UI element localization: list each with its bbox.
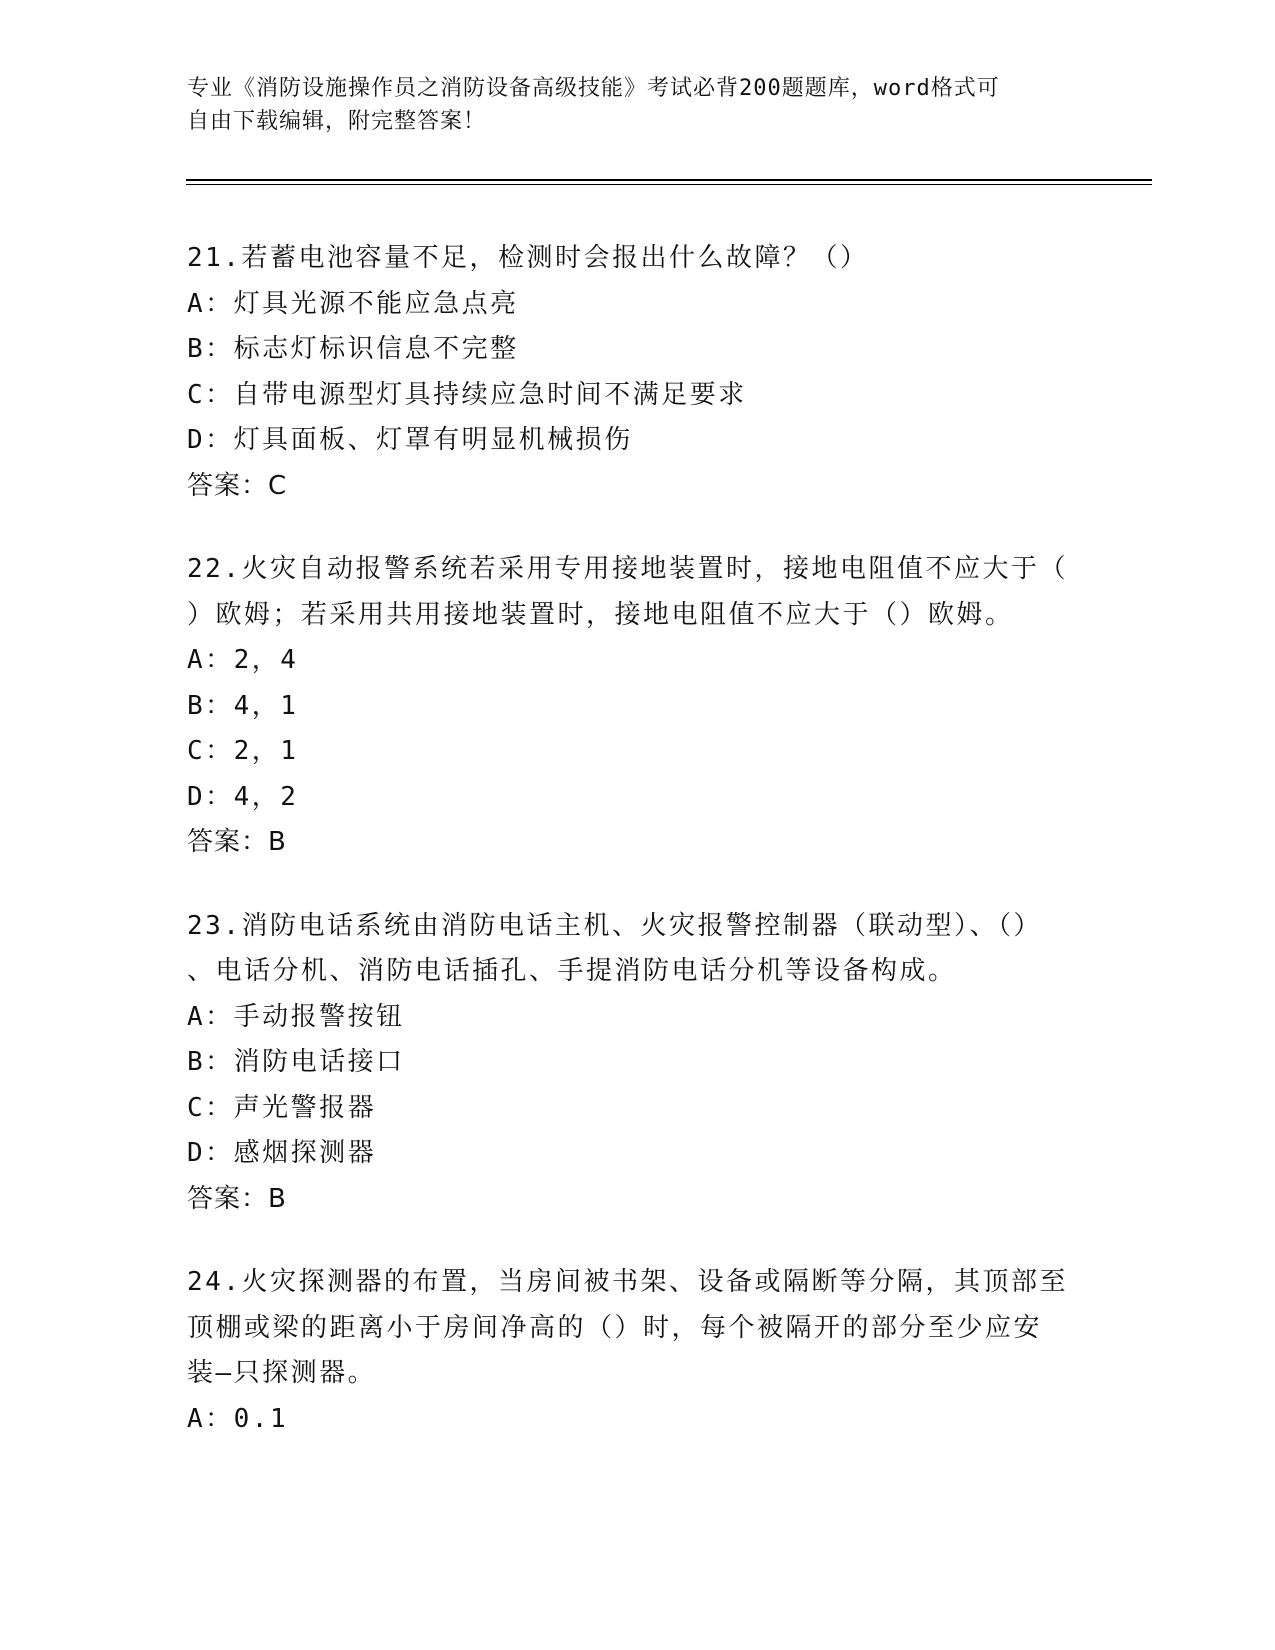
stem-line: 22.火灾自动报警系统若采用专用接地装置时，接地电阻值不应大于（	[187, 554, 1068, 584]
option-a: A：2，4	[187, 645, 299, 675]
header-divider-thin	[186, 184, 1152, 185]
stem-line: ）欧姆；若采用共用接地装置时，接地电阻值不应大于（）欧姆。	[187, 599, 1014, 630]
option-a: A：0.1	[187, 1403, 289, 1434]
header-divider-thick	[186, 179, 1152, 181]
option-b: B：标志灯标识信息不完整	[187, 334, 519, 364]
option-d: D：4，2	[187, 781, 299, 812]
option-c: C：声光警报器	[187, 1092, 377, 1123]
stem-line: 24.火灾探测器的布置，当房间被书架、设备或隔断等分隔，其顶部至	[187, 1267, 1068, 1297]
option-a: A：手动报警按钮	[187, 1001, 405, 1032]
question-stem	[187, 1260, 1087, 1397]
header-line-2: 自由下载编辑，附完整答案！	[187, 109, 487, 134]
option-d: D：灯具面板、灯罩有明显机械损伤	[187, 425, 633, 455]
question-stem	[187, 547, 1087, 638]
question-22	[187, 547, 1087, 866]
answer: 答案：B	[187, 1183, 287, 1214]
stem-line: 23.消防电话系统由消防电话主机、火灾报警控制器（联动型）、（）	[187, 910, 1042, 941]
stem-line: 装—只探测器。	[187, 1358, 377, 1388]
document-header	[187, 72, 1067, 138]
option-c: C：自带电源型灯具持续应急时间不满足要求	[187, 379, 747, 410]
header-line-1: 专业《消防设施操作员之消防设备高级技能》考试必背200题题库，word格式可	[187, 76, 1000, 101]
answer: 答案：C	[187, 470, 288, 501]
option-a: A：灯具光源不能应急点亮	[187, 288, 519, 319]
option-c: C：2，1	[187, 736, 299, 766]
question-24	[187, 1260, 1087, 1442]
option-b: B：4，1	[187, 690, 299, 721]
option-b: B：消防电话接口	[187, 1047, 405, 1077]
stem-line: 21.若蓄电池容量不足，检测时会报出什么故障？（）	[187, 243, 869, 273]
question-stem	[187, 904, 1087, 995]
question-list	[187, 236, 1087, 1480]
question-23	[187, 904, 1087, 1223]
question-21	[187, 236, 1087, 509]
stem-line: 顶棚或梁的距离小于房间净高的（）时，每个被隔开的部分至少应安	[187, 1312, 1043, 1343]
question-stem	[187, 236, 1087, 282]
option-d: D：感烟探测器	[187, 1138, 377, 1168]
stem-line: 、电话分机、消防电话插孔、手提消防电话分机等设备构成。	[187, 956, 957, 986]
answer: 答案：B	[187, 827, 287, 857]
